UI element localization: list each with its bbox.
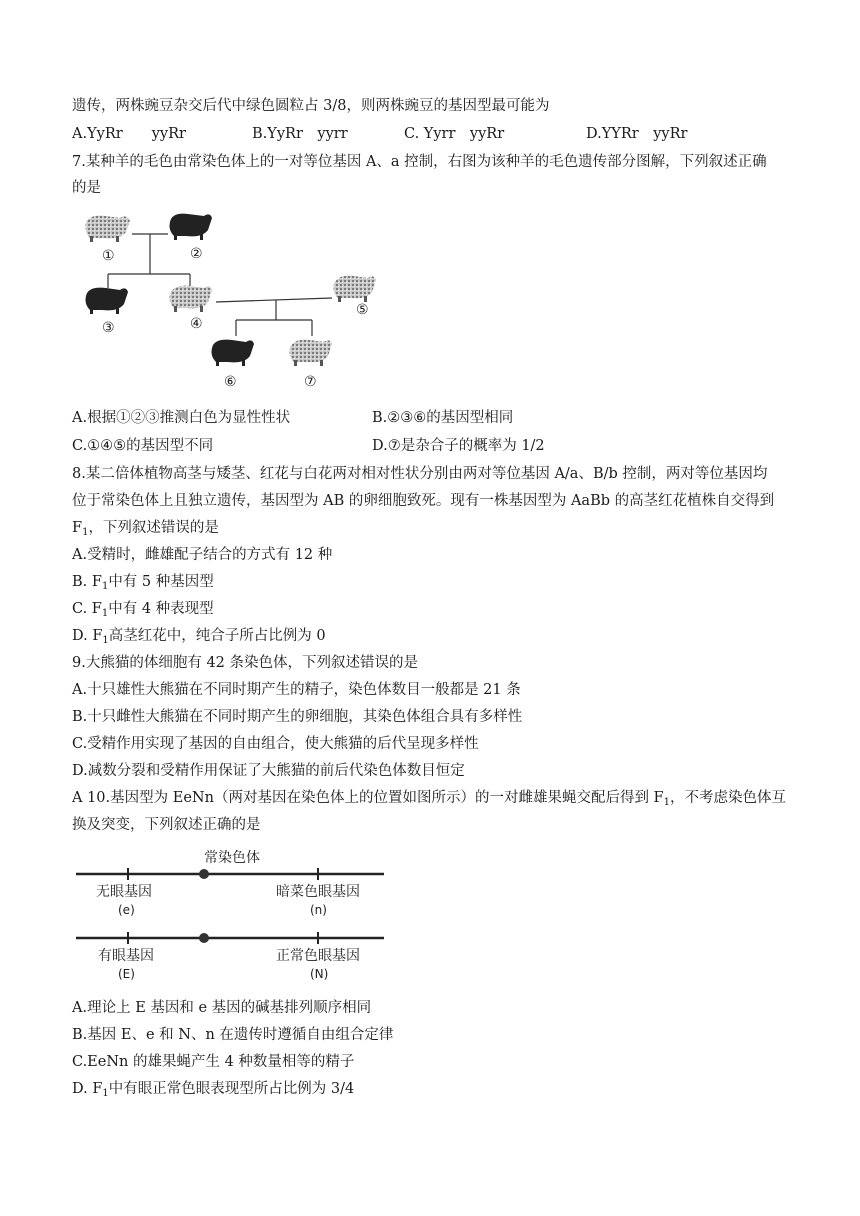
gene-E-label: 有眼基因 (98, 948, 154, 964)
q9-option-b: B.十只雌性大熊猫在不同时期产生的卵细胞，其染色体组合具有多样性 (72, 709, 523, 725)
q10-option-c: C.EeNn 的雄果蝇产生 4 种数量相等的精子 (72, 1054, 355, 1070)
q10-option-a: A.理论上 E 基因和 e 基因的碱基排列顺序相同 (72, 1000, 372, 1016)
q7-stem-line-1: 7.某种羊的毛色由常染色体上的一对等位基因 A、a 控制，右图为该种羊的毛色遗传部分图解，下列叙述正确 (72, 154, 767, 170)
sheep-label-2: ② (190, 246, 203, 262)
q10-stem-line-2: 换及突变，下列叙述正确的是 (72, 817, 261, 833)
q6-option-c: C. Yyrr yyRr (404, 126, 505, 142)
q9-stem: 9.大熊猫的体细胞有 42 条染色体，下列叙述错误的是 (72, 655, 419, 671)
sheep-1-icon (86, 216, 131, 242)
sheep-label-4: ④ (190, 316, 203, 332)
q8-stem-line-2: 位于常染色体上且独立遗传，基因型为 AB 的卵细胞致死。现有一株基因型为 AaBb 的高茎红花植株自交得到 (72, 493, 775, 509)
q8-option-d: D. $F_1$高茎红花中，纯合子所占比例为 0 (72, 628, 326, 646)
q10-option-d: D. $F_1$中有眼正常色眼表现型所占比例为 3/4 (72, 1081, 355, 1099)
q8-option-b: B. $F_1$中有 5 种基因型 (72, 574, 214, 592)
sheep-6-icon (212, 340, 255, 366)
pedigree-lines (108, 234, 332, 336)
chromosome-title: 常染色体 (204, 850, 260, 866)
sheep-pedigree-figure (80, 208, 390, 398)
sheep-3-icon (86, 288, 129, 314)
gene-N-label: 正常色眼基因 (276, 948, 360, 964)
sheep-label-5: ⑤ (356, 302, 369, 318)
q8-stem-line-3: $F_1$，下列叙述错误的是 (72, 520, 219, 538)
q10-option-b: B.基因 E、e 和 N、n 在遗传时遵循自由组合定律 (72, 1027, 394, 1043)
sheep-label-1: ① (102, 248, 115, 264)
q7-option-a: A.根据①②③推测白色为显性性状 (72, 410, 291, 426)
gene-n-symbol: (n) (310, 903, 327, 917)
sheep-5-icon (334, 276, 377, 302)
q6-stem-line: 遗传，两株豌豆杂交后代中绿色圆粒占 3/8，则两株豌豆的基因型最可能为 (72, 98, 550, 114)
q6-option-d: D.YYRr yyRr (586, 126, 688, 142)
chromosome-lower (76, 932, 384, 944)
sheep-label-7: ⑦ (304, 374, 317, 390)
q9-option-a: A.十只雄性大熊猫在不同时期产生的精子，染色体数目一般都是 21 条 (72, 682, 521, 698)
q7-option-d: D.⑦是杂合子的概率为 1/2 (372, 438, 545, 454)
q7-option-b: B.②③⑥的基因型相同 (372, 410, 514, 426)
gene-N-symbol: (N) (310, 967, 329, 981)
q10-stem-line-1: A 10.基因型为 EeNn（两对基因在染色体上的位置如图所示）的一对雌雄果蝇交配后得到 $F_1$，不考虑染色体互 (72, 790, 786, 808)
q8-option-c: C. $F_1$中有 4 种表现型 (72, 601, 214, 619)
q8-stem-line-1: 8.某二倍体植物高茎与矮茎、红花与白花两对相对性状分别由两对等位基因 A/a、B/b 控制，两对等位基因均 (72, 466, 768, 482)
sheep-7-icon (290, 340, 333, 366)
q7-stem-line-2: 的是 (72, 180, 101, 196)
gene-n-label: 暗菜色眼基因 (276, 884, 360, 900)
q9-option-d: D.减数分裂和受精作用保证了大熊猫的前后代染色体数目恒定 (72, 763, 465, 779)
sheep-label-3: ③ (102, 320, 115, 336)
sheep-4-icon (170, 286, 213, 312)
q6-option-a: A.YyRr yyRr (72, 126, 186, 142)
sheep-label-6: ⑥ (224, 374, 237, 390)
q8-option-a: A.受精时，雌雄配子结合的方式有 12 种 (72, 547, 333, 563)
gene-e-symbol: (e) (118, 903, 135, 917)
q7-option-c: C.①④⑤的基因型不同 (72, 438, 214, 454)
chromosome-figure (74, 844, 386, 990)
q6-option-b: B.YyRr yyrr (252, 126, 348, 142)
gene-E-symbol: (E) (118, 967, 135, 981)
gene-e-label: 无眼基因 (96, 884, 152, 900)
chromosome-upper (76, 868, 384, 880)
q9-option-c: C.受精作用实现了基因的自由组合，使大熊猫的后代呈现多样性 (72, 736, 479, 752)
sheep-2-icon (170, 214, 213, 240)
